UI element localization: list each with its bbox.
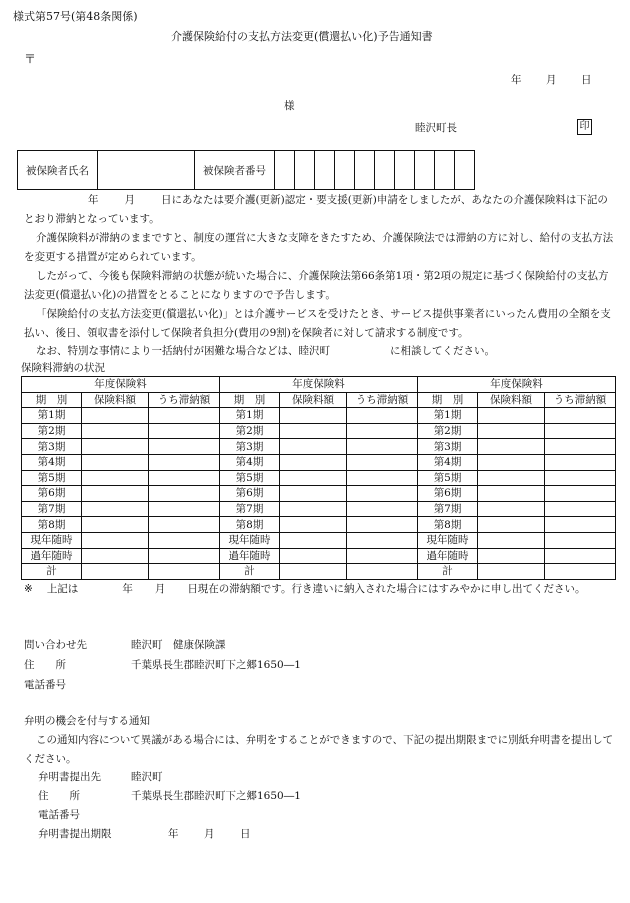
premium-cell[interactable] <box>478 517 545 533</box>
arrears-cell[interactable] <box>545 517 616 533</box>
premium-cell[interactable] <box>82 501 149 517</box>
premium-cell[interactable] <box>280 423 347 439</box>
arrears-cell[interactable] <box>149 532 220 548</box>
period-cell: 第3期 <box>22 439 82 455</box>
premium-cell[interactable] <box>478 548 545 564</box>
table-row <box>22 501 616 517</box>
premium-cell[interactable] <box>478 486 545 502</box>
table-column-header-row <box>22 392 616 408</box>
deadline-month: 月 <box>204 828 215 840</box>
period-cell: 過年随時 <box>418 548 478 564</box>
arrears-table-caption: 保険料滞納の状況 <box>21 362 105 374</box>
period-cell: 計 <box>418 564 478 580</box>
arrears-cell[interactable] <box>347 454 418 470</box>
insured-number-digit[interactable] <box>335 151 355 190</box>
arrears-cell[interactable] <box>347 517 418 533</box>
insured-number-digit[interactable] <box>375 151 395 190</box>
paragraph-5 <box>24 342 614 361</box>
form-number: 様式第57号(第48条関係) <box>13 10 138 23</box>
insured-info-table <box>17 150 475 190</box>
paragraph-3: したがって、今後も保険料滞納の状態が続いた場合に、介護保険法第66条第1項・第2項の規定に基づく保険給付の支払方法変更(償還払い化)の措置をとることになりますので予告します。 <box>24 270 609 301</box>
arrears-cell[interactable] <box>545 532 616 548</box>
period-cell: 第5期 <box>418 470 478 486</box>
premium-cell[interactable] <box>478 408 545 424</box>
p1-year: 年 <box>88 194 99 206</box>
arrears-cell[interactable] <box>149 454 220 470</box>
period-cell: 第8期 <box>418 517 478 533</box>
premium-cell[interactable] <box>478 532 545 548</box>
period-cell: 第5期 <box>220 470 280 486</box>
period-cell: 第1期 <box>418 408 478 424</box>
explanation-dest-value: 睦沢町 <box>131 771 163 783</box>
arrears-cell[interactable] <box>545 439 616 455</box>
insured-number-digit[interactable] <box>295 151 315 190</box>
p5-text-b: に相談してください。 <box>390 345 495 357</box>
arrears-cell[interactable] <box>545 501 616 517</box>
col-header-premium: 保険料額 <box>280 392 347 408</box>
p1-month: 月 <box>124 194 135 206</box>
deadline-year: 年 <box>168 828 179 840</box>
premium-cell[interactable] <box>82 532 149 548</box>
period-cell: 第4期 <box>220 454 280 470</box>
seal-stamp: 印 <box>577 119 592 135</box>
explanation-heading: 弁明の機会を付与する通知 <box>24 715 150 727</box>
period-cell: 第7期 <box>418 501 478 517</box>
premium-cell[interactable] <box>478 564 545 580</box>
explanation-text: この通知内容について異議がある場合には、弁明をすることができますので、下記の提出期限までに別紙弁明書を提出してください。 <box>24 734 614 765</box>
arrears-cell[interactable] <box>347 486 418 502</box>
premium-cell[interactable] <box>280 532 347 548</box>
col-header-period: 期 別 <box>220 392 280 408</box>
period-cell: 第6期 <box>22 486 82 502</box>
honorific: 様 <box>284 100 295 112</box>
p5-text-a: なお、特別な事情により一括納付が困難な場合などは、睦沢町 <box>36 345 330 357</box>
period-cell: 過年随時 <box>22 548 82 564</box>
premium-cell[interactable] <box>280 501 347 517</box>
table-row <box>22 532 616 548</box>
col-header-arrears: うち滞納額 <box>149 392 220 408</box>
period-cell: 第3期 <box>220 439 280 455</box>
period-cell: 計 <box>220 564 280 580</box>
col-header-period: 期 別 <box>22 392 82 408</box>
insured-number-digit[interactable] <box>415 151 435 190</box>
arrears-cell[interactable] <box>545 408 616 424</box>
note-text-b: 日現在の滞納額です。行き違いに納入された場合にはすみやかに申し出てください。 <box>187 583 586 595</box>
table-row <box>22 564 616 580</box>
explanation-dest-label: 弁明書提出先 <box>38 771 101 783</box>
contact-label: 問い合わせ先 <box>24 639 87 651</box>
period-cell: 現年随時 <box>22 532 82 548</box>
explanation-deadline-label: 弁明書提出期限 <box>38 828 112 840</box>
paragraph-1 <box>24 191 614 229</box>
fiscal-year-header: 年度保険料 <box>418 377 616 393</box>
period-cell: 第7期 <box>220 501 280 517</box>
period-cell: 第8期 <box>22 517 82 533</box>
premium-cell[interactable] <box>82 564 149 580</box>
premium-cell[interactable] <box>478 439 545 455</box>
period-cell: 現年随時 <box>220 532 280 548</box>
arrears-cell[interactable] <box>149 564 220 580</box>
date-month: 月 <box>546 74 557 86</box>
period-cell: 第1期 <box>220 408 280 424</box>
note-month: 月 <box>154 583 166 595</box>
premium-cell[interactable] <box>478 470 545 486</box>
arrears-cell[interactable] <box>545 423 616 439</box>
insured-name-field[interactable] <box>98 151 195 190</box>
premium-cell[interactable] <box>280 548 347 564</box>
arrears-table <box>21 376 616 580</box>
arrears-cell[interactable] <box>545 470 616 486</box>
premium-cell[interactable] <box>82 548 149 564</box>
col-header-premium: 保険料額 <box>478 392 545 408</box>
arrears-cell[interactable] <box>347 532 418 548</box>
paragraph-4: 「保険給付の支払方法変更(償還払い化)」とは介護サービスを受けたとき、サービス提供事業者にいったん費用の全額を支払い、後日、領収書を添付して保険者負担分(費用の9割)を保険者に対して請求する制度です。 <box>24 308 611 339</box>
insured-number-digit[interactable] <box>395 151 415 190</box>
explanation-tel-label: 電話番号 <box>38 809 80 821</box>
col-header-arrears: うち滞納額 <box>545 392 616 408</box>
arrears-cell[interactable] <box>347 564 418 580</box>
arrears-cell[interactable] <box>347 470 418 486</box>
insured-number-digit[interactable] <box>435 151 455 190</box>
explanation-address-label: 住 所 <box>38 790 80 802</box>
note-mark: ※ <box>24 583 33 595</box>
table-group-header-row <box>22 377 616 393</box>
period-cell: 第2期 <box>22 423 82 439</box>
period-cell: 第4期 <box>22 454 82 470</box>
premium-cell[interactable] <box>478 454 545 470</box>
note-text-a: 上記は <box>46 583 79 595</box>
table-row <box>22 439 616 455</box>
table-row <box>22 408 616 424</box>
insured-number-digit[interactable] <box>355 151 375 190</box>
table-row <box>22 454 616 470</box>
insured-number-label: 被保険者番号 <box>195 151 275 190</box>
arrears-cell[interactable] <box>545 486 616 502</box>
premium-cell[interactable] <box>280 564 347 580</box>
insured-number-digit[interactable] <box>455 151 475 190</box>
insured-number-digit[interactable] <box>275 151 295 190</box>
premium-cell[interactable] <box>82 470 149 486</box>
note-year: 年 <box>122 583 133 595</box>
premium-cell[interactable] <box>280 486 347 502</box>
period-cell: 第8期 <box>220 517 280 533</box>
arrears-cell[interactable] <box>347 548 418 564</box>
fiscal-year-header: 年度保険料 <box>22 377 220 393</box>
contact-value: 睦沢町 健康保険課 <box>131 639 226 651</box>
period-cell: 計 <box>22 564 82 580</box>
note <box>24 580 614 599</box>
insured-name-label: 被保険者氏名 <box>18 151 98 190</box>
col-header-period: 期 別 <box>418 392 478 408</box>
table-row <box>22 517 616 533</box>
period-cell: 現年随時 <box>418 532 478 548</box>
period-cell: 第6期 <box>220 486 280 502</box>
postal-mark: 〒 <box>24 52 37 66</box>
period-cell: 第3期 <box>418 439 478 455</box>
period-cell: 第6期 <box>418 486 478 502</box>
period-cell: 第4期 <box>418 454 478 470</box>
col-header-premium: 保険料額 <box>82 392 149 408</box>
arrears-cell[interactable] <box>149 423 220 439</box>
p1-text: 日にあなたは要介護(更新)認定・要支援(更新)申請をしましたが、あなたの介護保険料は下記のとおり滞納となっています。 <box>24 194 608 225</box>
premium-cell[interactable] <box>82 486 149 502</box>
arrears-cell[interactable] <box>149 470 220 486</box>
document-title: 介護保険給付の支払方法変更(償還払い化)予告通知書 <box>171 30 433 43</box>
arrears-cell[interactable] <box>347 439 418 455</box>
period-cell: 第7期 <box>22 501 82 517</box>
premium-cell[interactable] <box>280 454 347 470</box>
premium-cell[interactable] <box>82 454 149 470</box>
table-row <box>22 548 616 564</box>
date-day: 日 <box>581 74 592 86</box>
premium-cell[interactable] <box>280 408 347 424</box>
premium-cell[interactable] <box>82 408 149 424</box>
premium-cell[interactable] <box>280 517 347 533</box>
arrears-cell[interactable] <box>149 408 220 424</box>
arrears-cell[interactable] <box>347 408 418 424</box>
arrears-cell[interactable] <box>149 548 220 564</box>
arrears-cell[interactable] <box>347 501 418 517</box>
issuer: 睦沢町長 <box>415 122 457 134</box>
premium-cell[interactable] <box>82 517 149 533</box>
col-header-arrears: うち滞納額 <box>347 392 418 408</box>
table-row <box>22 486 616 502</box>
date-year: 年 <box>511 74 522 86</box>
arrears-cell[interactable] <box>149 486 220 502</box>
period-cell: 第1期 <box>22 408 82 424</box>
period-cell: 過年随時 <box>220 548 280 564</box>
period-cell: 第2期 <box>418 423 478 439</box>
premium-cell[interactable] <box>280 470 347 486</box>
premium-cell[interactable] <box>478 423 545 439</box>
table-row <box>22 423 616 439</box>
insured-number-digit[interactable] <box>315 151 335 190</box>
premium-cell[interactable] <box>478 501 545 517</box>
contact-tel-label: 電話番号 <box>24 679 66 691</box>
period-cell: 第2期 <box>220 423 280 439</box>
arrears-cell[interactable] <box>149 517 220 533</box>
arrears-cell[interactable] <box>545 564 616 580</box>
premium-cell[interactable] <box>82 423 149 439</box>
deadline-day: 日 <box>240 828 251 840</box>
explanation-address-value: 千葉県長生郡睦沢町下之郷1650―1 <box>131 790 301 802</box>
contact-address-label: 住 所 <box>24 659 66 671</box>
period-cell: 第5期 <box>22 470 82 486</box>
premium-cell[interactable] <box>82 439 149 455</box>
table-row <box>22 470 616 486</box>
contact-address-value: 千葉県長生郡睦沢町下之郷1650―1 <box>131 659 301 671</box>
premium-cell[interactable] <box>280 439 347 455</box>
paragraph-2: 介護保険料が滞納のままですと、制度の運営に大きな支障をきたすため、介護保険法では滞納の方に対し、給付の支払方法を変更する措置が定められています。 <box>24 232 614 263</box>
arrears-cell[interactable] <box>149 439 220 455</box>
arrears-cell[interactable] <box>149 501 220 517</box>
arrears-cell[interactable] <box>545 548 616 564</box>
arrears-cell[interactable] <box>347 423 418 439</box>
fiscal-year-header: 年度保険料 <box>220 377 418 393</box>
arrears-cell[interactable] <box>545 454 616 470</box>
